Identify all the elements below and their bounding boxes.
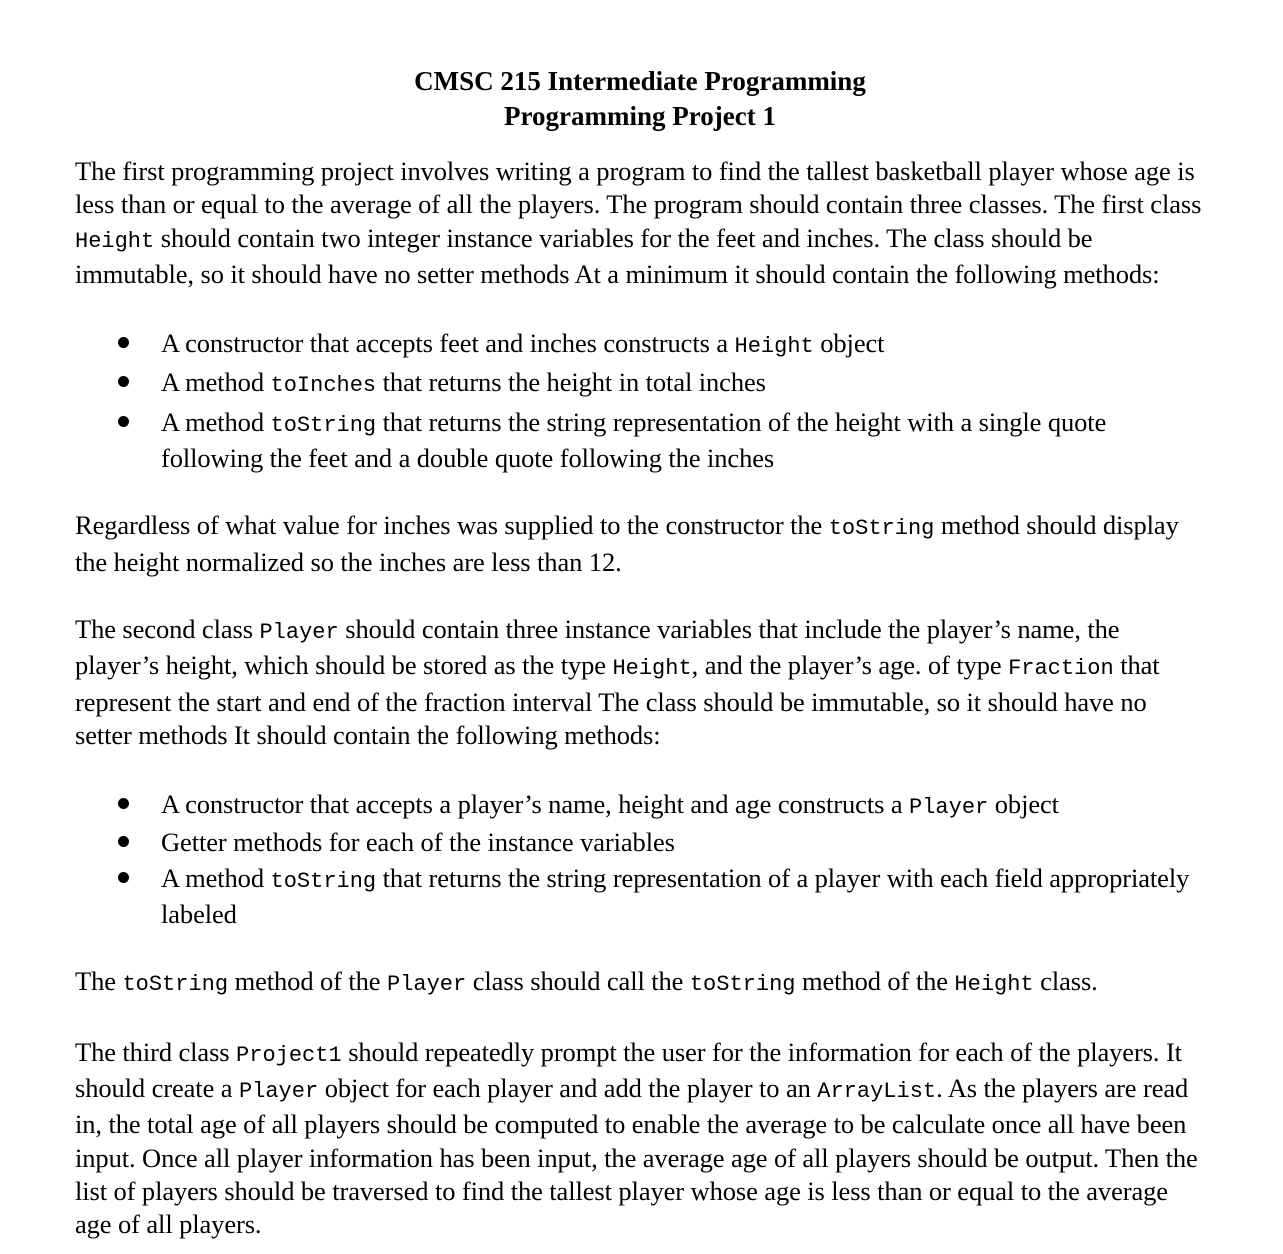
normalization-paragraph	[75, 509, 1205, 579]
code-tostring: toString	[270, 868, 377, 894]
text-run: that returns the string representation of the height with a single quote following the feet and a double quote following the inches	[161, 406, 1107, 474]
list-item	[75, 788, 1205, 824]
document-page	[75, 60, 1205, 1241]
tostring-call-paragraph	[75, 965, 1205, 1001]
text-run: object	[813, 328, 885, 359]
code-fraction: Fraction	[1008, 656, 1114, 682]
text-run: should contain two integer instance variables for the feet and inches. The class should be immutable, so it should have no setter methods At a minimum it should contain the following methods:	[75, 222, 1160, 289]
code-height: Height	[75, 228, 155, 254]
code-height: Height	[734, 334, 814, 360]
text-run: method of the	[795, 966, 955, 997]
text-run: class.	[1033, 966, 1098, 997]
list-item	[75, 366, 1205, 402]
list-item	[75, 862, 1205, 932]
text-run: A constructor that accepts a player’s name, height and age constructs a	[161, 789, 910, 820]
player-class-paragraph	[75, 613, 1205, 752]
bullet-icon	[118, 836, 129, 847]
text-run: object for each player and add the player to an	[318, 1072, 818, 1103]
text-run: class should call the	[466, 966, 690, 997]
bullet-icon	[118, 376, 129, 387]
text-run: that returns the string representation of a player with each field appropriately labeled	[161, 862, 1190, 930]
player-methods-list	[75, 788, 1205, 931]
text-run: The	[75, 966, 123, 997]
code-tostring: toString	[828, 516, 935, 542]
text-run: object	[988, 789, 1059, 820]
text-run: The third class	[75, 1036, 237, 1067]
bullet-icon	[118, 798, 129, 809]
code-tostring: toString	[122, 972, 229, 998]
text-run: that returns the height in total inches	[376, 367, 766, 398]
code-height: Height	[612, 656, 692, 682]
code-tostring: toString	[270, 412, 377, 438]
bullet-icon	[118, 337, 129, 348]
text-run: Regardless of what value for inches was supplied to the constructor the	[75, 510, 829, 541]
text-run: . As the players are read in, the total age of all players should be computed to enable the average to be calculate once all have been input. Once all player information has been input, the average age of all players should be output. Then the list of players should be traversed to find the tallest player whose age is less than or equal to the average age of all players.	[75, 1072, 1198, 1240]
list-item	[75, 327, 1205, 363]
code-tostring: toString	[689, 972, 796, 998]
bullet-icon	[118, 416, 129, 427]
code-player: Player	[387, 972, 467, 998]
code-toinches: toInches	[270, 373, 377, 399]
text-run: that represent the start and end of the fraction interval The class should be immutable, so it should have no setter methods It should contain the following methods:	[75, 650, 1160, 750]
text-run: A method	[161, 367, 271, 398]
height-methods-list	[75, 327, 1205, 475]
text-run: A method	[161, 406, 271, 437]
text-run: , and the player’s age. of type	[691, 650, 1009, 681]
text-run: should repeatedly prompt the user for the information for each of the players. It should create a	[75, 1036, 1182, 1103]
bullet-icon	[118, 872, 129, 883]
project1-class-paragraph	[75, 1036, 1205, 1242]
code-player: Player	[909, 795, 989, 821]
code-player: Player	[238, 1078, 319, 1104]
text-run: method should display the height normalized so the inches are less than 12.	[75, 510, 1179, 577]
list-item	[75, 826, 1205, 859]
text-run: The first programming project involves writing a program to find the tallest basketball player whose age is less than or equal to the average of all the players. The program should contain three classes. The first class	[75, 156, 1202, 220]
list-item	[75, 406, 1205, 476]
text-run: should contain three instance variables that include the player’s name, the player’s height, which should be stored as the type	[75, 613, 1120, 681]
text-run: Getter methods for each of the instance variables	[161, 827, 675, 858]
code-project1: Project1	[236, 1042, 342, 1068]
code-height: Height	[954, 972, 1034, 998]
code-arraylist: ArrayList	[817, 1078, 937, 1104]
code-player: Player	[259, 619, 339, 645]
document-title	[75, 64, 1205, 134]
intro-paragraph	[75, 155, 1205, 291]
project-title: Programming Project 1	[504, 101, 776, 131]
course-title: CMSC 215 Intermediate Programming	[414, 66, 866, 96]
text-run: The second class	[75, 613, 260, 644]
text-run: method of the	[228, 966, 387, 997]
text-run: A method	[161, 862, 271, 893]
text-run: A constructor that accepts feet and inches constructs a	[161, 328, 735, 359]
